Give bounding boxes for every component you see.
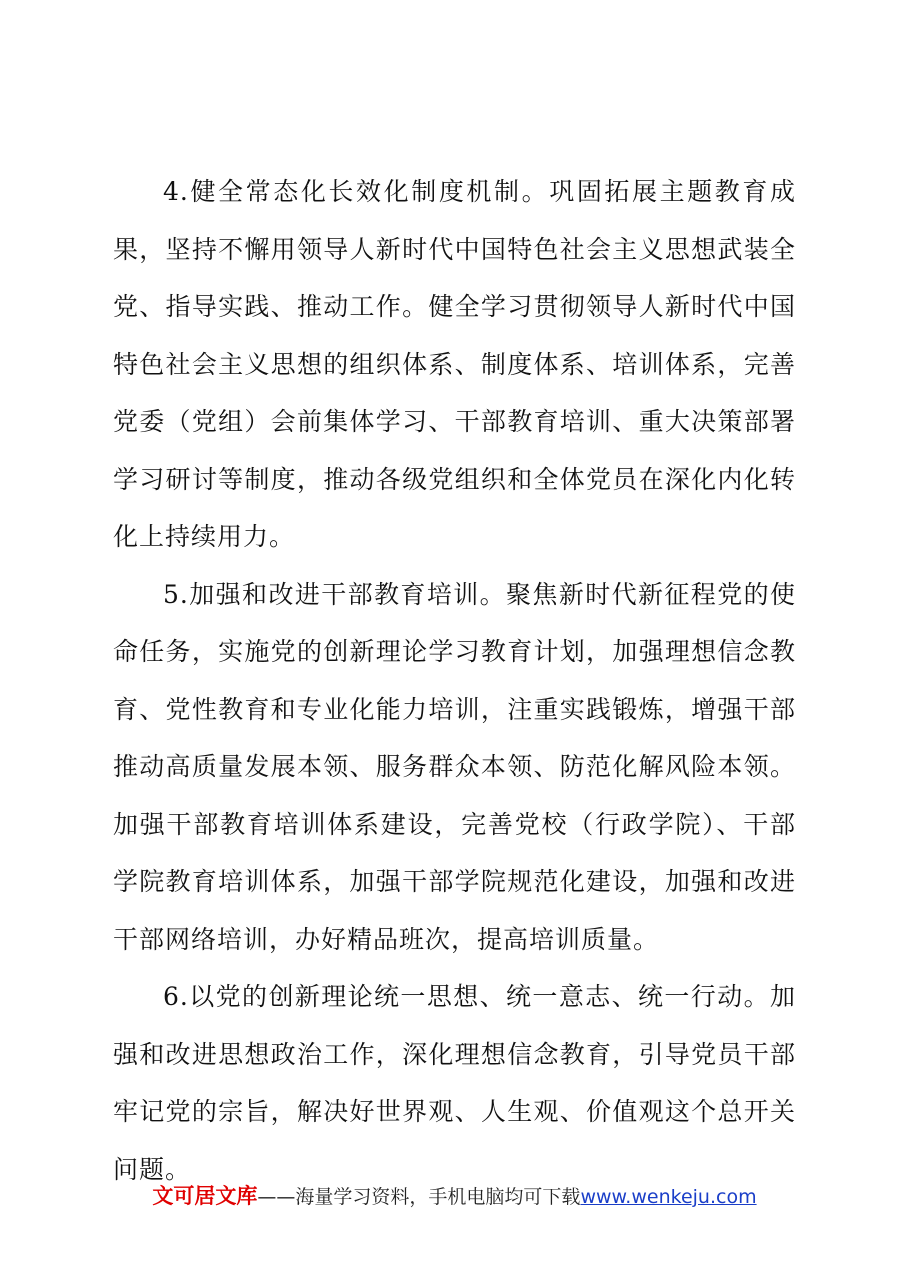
footer-slogan: ——海量学习资料，手机电脑均可下载 [257,1186,581,1208]
brand-name: 文可居文库 [152,1184,258,1208]
paragraph-5: 5.加强和改进干部教育培训。聚焦新时代新征程党的使命任务，实施党的创新理论学习教育计划，加强理想信念教育、党性教育和专业化能力培训，注重实践锻炼，增强干部推动高质量发展本领、服务群众本领、防范化解风险本领。加强干部教育培训体系建设，完善党校（行政学院）、干部学院教育培训体系，加强干部学院规范化建设，加强和改进干部网络培训，办好精品班次，提高培训质量。 [113,579,796,954]
paragraph-6: 6.以党的创新理论统一思想、统一意志、统一行动。加强和改进思想政治工作，深化理想信念教育，引导党员干部牢记党的宗旨，解决好世界观、人生观、价值观这个总开关问题。 [113,982,796,1184]
paragraph-4: 4.健全常态化长效化制度机制。巩固拓展主题教育成果，坚持不懈用领导人新时代中国特色社会主义思想武装全党、指导实践、推动工作。健全学习贯彻领导人新时代中国特色社会主义思想的组织体系、制度体系、培训体系，完善党委（党组）会前集体学习、干部教育培训、重大决策部署学习研讨等制度，推动各级党组织和全体党员在深化内化转化上持续用力。 [113,177,796,551]
website-link[interactable]: www.wenkeju.com [580,1186,757,1208]
document-body [113,163,796,1198]
footer-banner [0,1183,909,1210]
